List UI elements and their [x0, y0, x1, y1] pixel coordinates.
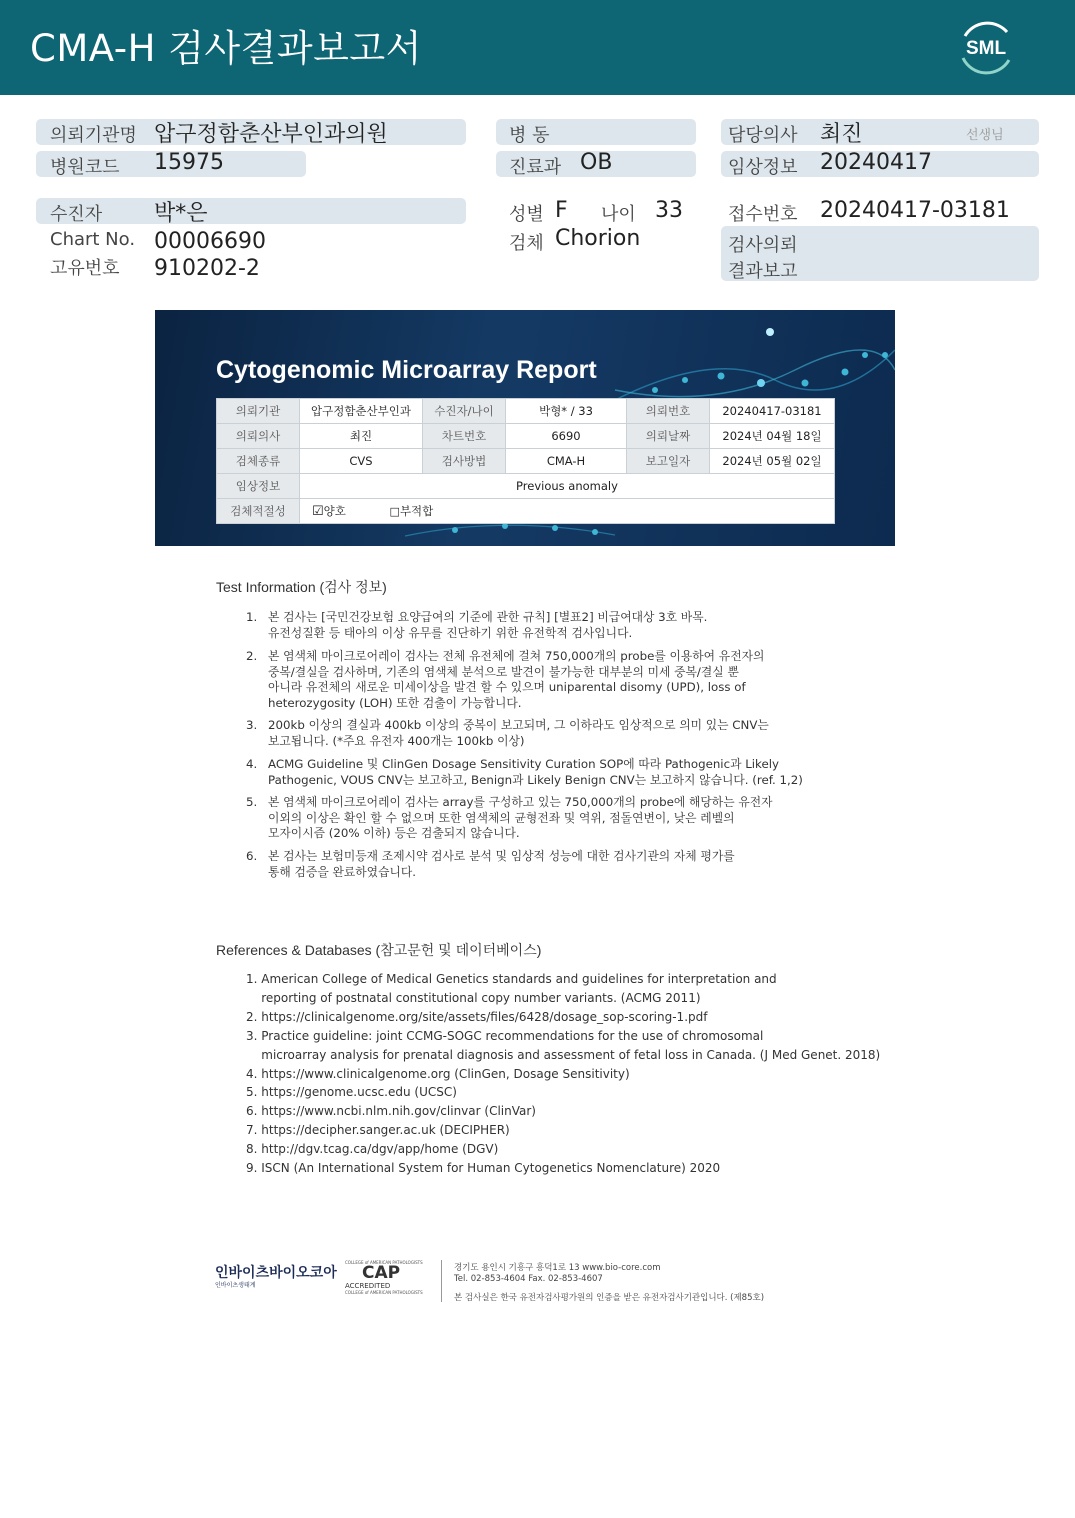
unchecked-box-icon: □ [389, 505, 400, 518]
item-number: 5. [246, 795, 258, 809]
header-bar [0, 0, 1075, 95]
item-number: 4. [246, 757, 258, 771]
item-text-line: 본 검사는 보험미등재 조제시약 검사로 분석 및 임상적 성능에 대한 검사기관의 자체 평가를 [268, 849, 735, 863]
item-text-line: 아니라 유전체의 새로운 미세이상을 발견 할 수 있으며 uniparental disomy (UPD), loss of [268, 680, 746, 694]
table-cell: 박형* / 33 [506, 399, 627, 424]
sex-label: 성별 [509, 204, 544, 225]
references-title: References & Databases (참고문헌 및 데이터베이스) [216, 942, 542, 958]
age-label: 나이 [601, 204, 636, 225]
reference-line: 6. https://www.ncbi.nlm.nih.gov/clinvar (ClinVar) [246, 1104, 536, 1119]
table-cell: 검사방법 [423, 449, 506, 474]
table-cell: 의뢰기관 [217, 399, 300, 424]
item-text-line: 이외의 이상은 확인 할 수 없으며 또한 염색체의 균형전좌 및 역위, 점돌연변이, 낮은 레벨의 [268, 810, 735, 825]
hospital-label: 의뢰기관명 [50, 125, 137, 146]
item-text-line: 유전성질환 등 태아의 이상 유무를 진단하기 위한 유전학적 검사입니다. [268, 625, 633, 640]
clinical-value: 20240417 [820, 150, 932, 175]
table-cell: 임상정보 [217, 474, 300, 499]
request-label: 검사의뢰 [728, 235, 798, 256]
reference-line: 3. Practice guideline: joint CCMG-SOGC recommendations for the use of chromosomal [246, 1028, 764, 1043]
page-title: CMA-H 검사결과보고서 [30, 27, 422, 70]
table-row [217, 449, 835, 474]
banner-title: Cytogenomic Microarray Report [216, 356, 597, 384]
item-text-line: 모자이시즘 (20% 이하) 등은 검출되지 않습니다. [268, 826, 520, 840]
reference-line: microarray analysis for prenatal diagnosis and assessment of fetal loss in Canada. (J Med Genet. 2018) [246, 1047, 881, 1062]
item-text-line: 보고됩니다. (*주요 유전자 400개는 100kb 이상) [268, 733, 525, 748]
item-number: 1. [246, 610, 258, 624]
code-value: 15975 [154, 150, 224, 175]
clinical-info-cell: Previous anomaly [300, 474, 835, 499]
table-cell: 차트번호 [423, 424, 506, 449]
item-number: 6. [246, 849, 258, 863]
clinical-label: 임상정보 [728, 157, 798, 178]
checked-box-icon: ☑ [312, 504, 324, 519]
item-text-line: 본 검사는 [국민건강보험 요양급여의 기준에 관한 규칙] [별표2] 비급여대상 3호 바목. [268, 610, 708, 624]
specimen-label: 검체 [509, 233, 544, 254]
report-label: 결과보고 [728, 261, 798, 282]
footer-address: 경기도 용인시 기흥구 흥덕1로 13 www.bio-core.com [454, 1263, 661, 1273]
sex-value: F [555, 198, 568, 223]
chart-label: Chart No. [50, 229, 136, 250]
cap-logo [345, 1260, 425, 1302]
table-cell: 검체종류 [217, 449, 300, 474]
item-text-line: 본 염색체 마이크로어레이 검사는 array를 구성하고 있는 750,000개의 probe에 해당하는 유전자 [268, 795, 773, 809]
specimen-value: Chorion [555, 226, 641, 251]
reference-line: 8. http://dgv.tcag.ca/dgv/app/home (DGV) [246, 1142, 499, 1157]
table-cell: 수진자/나이 [423, 399, 506, 424]
item-number: 3. [246, 718, 258, 732]
dept-label: 진료과 [509, 157, 562, 178]
table-cell: 의뢰번호 [627, 399, 710, 424]
reference-line: reporting of postnatal constitutional copy number variants. (ACMG 2011) [246, 990, 701, 1005]
unique-label: 고유번호 [50, 258, 120, 279]
adequacy-ok-label: 양호 [323, 504, 346, 518]
company-sub-text: 인바이츠생태계 [215, 1282, 256, 1289]
item-text-line: Pathogenic, VOUS CNV는 보고하고, Benign과 Likely Benign CNV는 보고하지 않습니다. (ref. 1,2) [268, 772, 803, 787]
item-text-line: 200kb 이상의 결실과 400kb 이상의 중복이 보고되며, 그 이하라도 임상적으로 의미 있는 CNV는 [268, 718, 769, 732]
footer-note: 본 검사실은 한국 유전자검사평가원의 인증을 받은 유전자검사기관입니다. (제85호) [454, 1293, 765, 1303]
table-row [217, 399, 835, 424]
adequacy-cell [300, 499, 835, 524]
reference-line: 2. https://clinicalgenome.org/site/assets/files/6428/dosage_sop-scoring-1.pdf [246, 1009, 708, 1024]
ward-label: 병 동 [509, 125, 550, 146]
table-cell: 2024년 05월 02일 [710, 449, 835, 474]
item-number: 2. [246, 649, 258, 663]
patient-label: 수진자 [50, 204, 103, 225]
item-text-line: 본 염색체 마이크로어레이 검사는 전체 유전체에 걸쳐 750,000개의 probe를 이용하여 유전자의 [268, 649, 765, 663]
chart-value: 00006690 [154, 229, 266, 254]
table-cell: CVS [300, 449, 423, 474]
table-row [217, 474, 835, 499]
table-cell: 의뢰날짜 [627, 424, 710, 449]
cap-text: CAP [362, 1263, 401, 1283]
banner-info-table [216, 398, 835, 524]
sml-logo-icon [955, 16, 1017, 78]
reference-line: 7. https://decipher.sanger.ac.uk (DECIPHER) [246, 1123, 510, 1138]
company-logo-text: 인바이츠바이오코아 [215, 1265, 337, 1281]
table-cell: 6690 [506, 424, 627, 449]
cap-accredited-text: ACCREDITED [345, 1282, 391, 1290]
table-cell: 최진 [300, 424, 423, 449]
table-cell: 압구정함춘산부인과 [300, 399, 423, 424]
hospital-value: 압구정함춘산부인과의원 [154, 122, 388, 147]
adequacy-bad-label: 부적합 [399, 504, 434, 518]
footer-divider [441, 1260, 442, 1302]
reference-line: 1. American College of Medical Genetics standards and guidelines for interpretation and [246, 972, 777, 986]
item-text-line: ACMG Guideline 및 ClinGen Dosage Sensitivity Curation SOP에 따라 Pathogenic과 Likely [268, 757, 779, 771]
table-row [217, 499, 835, 524]
reference-line: 5. https://genome.ucsc.edu (UCSC) [246, 1085, 457, 1100]
table-cell: 20240417-03181 [710, 399, 835, 424]
table-row [217, 424, 835, 449]
receipt-label: 접수번호 [728, 204, 798, 225]
footer-tel: Tel. 02-853-4604 Fax. 02-853-4607 [454, 1274, 603, 1284]
table-cell: CMA-H [506, 449, 627, 474]
cap-small-top: COLLEGE of AMERICAN PATHOLOGISTS [345, 1260, 423, 1265]
dept-value: OB [580, 150, 613, 175]
item-text-line: 통해 검증을 완료하였습니다. [268, 864, 416, 879]
table-cell: 검체적절성 [217, 499, 300, 524]
receipt-value: 20240417-03181 [820, 198, 1010, 223]
item-text-line: 중복/결실을 검사하며, 기존의 염색체 분석으로 발견이 불가능한 대부분의 미세 중복/결실 뿐 [268, 664, 739, 679]
reference-line: 9. ISCN (An International System for Human Cytogenetics Nomenclature) 2020 [246, 1161, 721, 1175]
age-value: 33 [655, 198, 683, 223]
doctor-label: 담당의사 [728, 125, 798, 146]
patient-value: 박*은 [154, 201, 208, 226]
doctor-suffix: 선생님 [966, 128, 1004, 143]
item-text-line: heterozygosity (LOH) 또한 검출이 가능합니다. [268, 695, 522, 710]
test-info-title: Test Information (검사 정보) [216, 579, 387, 595]
cap-small-bottom: COLLEGE of AMERICAN PATHOLOGISTS [345, 1290, 423, 1295]
table-cell: 2024년 04월 18일 [710, 424, 835, 449]
doctor-value: 최진 [820, 122, 863, 147]
table-cell: 보고일자 [627, 449, 710, 474]
svg-text:SML: SML [965, 38, 1007, 59]
unique-value: 910202-2 [154, 256, 260, 281]
cma-report-banner [155, 310, 895, 546]
reference-line: 4. https://www.clinicalgenome.org (ClinGen, Dosage Sensitivity) [246, 1066, 630, 1081]
table-cell: 의뢰의사 [217, 424, 300, 449]
code-label: 병원코드 [50, 157, 120, 178]
